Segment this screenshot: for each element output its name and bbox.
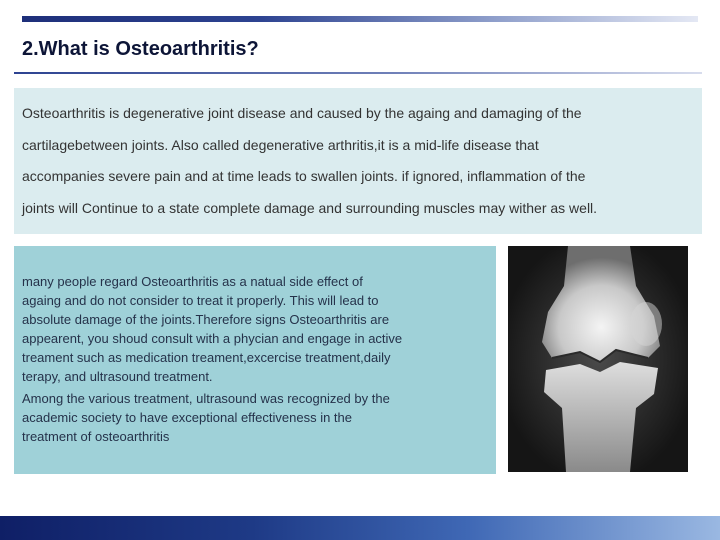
detail-line: treatment of osteoarthritis [22,429,170,444]
intro-text-box [14,88,702,234]
detail-line: treament such as medication treament,excercise treatment,daily [22,350,391,365]
detail-text-box [14,246,496,474]
top-accent-rule [22,16,698,22]
detail-line: many people regard Osteoarthritis as a natual side effect of [22,274,363,289]
intro-line: joints will Continue to a state complete damage and surrounding muscles may wither as well. [22,199,598,216]
slide-title: 2.What is Osteoarthritis? [22,38,259,60]
title-underline [14,72,702,74]
intro-line: Osteoarthritis is degenerative joint disease and caused by the againg and damaging of the [22,105,582,121]
bottom-accent-bar [0,516,720,540]
detail-line: academic society to have exceptional effectiveness in the [22,410,353,425]
detail-line: absolute damage of the joints.Therefore signs Osteoarthritis are [22,312,390,327]
detail-line: appearent, you shoud consult with a phycian and engage in active [22,331,403,346]
knee-xray-image [508,246,688,472]
intro-line: accompanies severe pain and at time leads to swallen joints. if ignored, inflammation of the [22,168,586,184]
detail-line: againg and do not consider to treat it properly. This will lead to [22,293,379,308]
intro-line: cartilagebetween joints. Also called degenerative arthritis,it is a mid-life disease that [22,136,539,153]
detail-line: Among the various treatment, ultrasound was recognized by the [22,391,390,406]
detail-line: terapy, and ultrasound treatment. [22,369,213,384]
